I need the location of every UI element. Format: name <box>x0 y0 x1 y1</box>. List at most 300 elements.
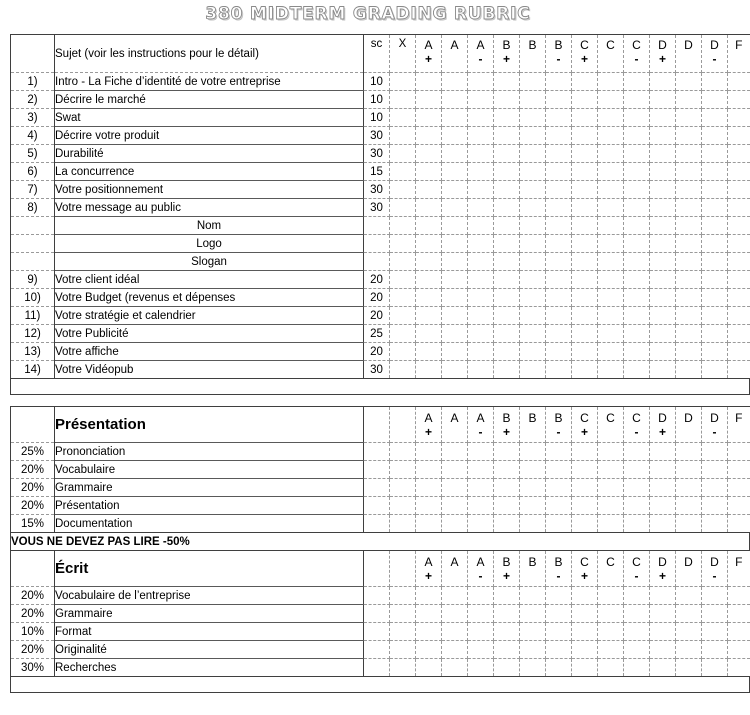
row-grade-cell[interactable] <box>728 289 750 307</box>
row-grade-cell[interactable] <box>468 641 494 659</box>
row-grade-cell[interactable] <box>572 659 598 677</box>
row-grade-cell[interactable] <box>676 659 702 677</box>
row-grade-cell[interactable] <box>416 271 442 289</box>
row-grade-cell[interactable] <box>702 199 728 217</box>
row-x-cell[interactable] <box>390 641 416 659</box>
row-grade-cell[interactable] <box>520 235 546 253</box>
row-grade-cell[interactable] <box>572 361 598 379</box>
row-x-cell[interactable] <box>390 479 416 497</box>
row-grade-cell[interactable] <box>650 199 676 217</box>
row-grade-cell[interactable] <box>728 145 750 163</box>
row-grade-cell[interactable] <box>416 515 442 533</box>
row-grade-cell[interactable] <box>572 199 598 217</box>
row-grade-cell[interactable] <box>494 271 520 289</box>
row-grade-cell[interactable] <box>702 641 728 659</box>
row-grade-cell[interactable] <box>520 163 546 181</box>
row-grade-cell[interactable] <box>728 659 750 677</box>
row-grade-cell[interactable] <box>572 109 598 127</box>
row-grade-cell[interactable] <box>676 145 702 163</box>
row-grade-cell[interactable] <box>520 127 546 145</box>
row-score[interactable] <box>364 461 390 479</box>
row-grade-cell[interactable] <box>546 361 572 379</box>
row-grade-cell[interactable] <box>650 641 676 659</box>
row-grade-cell[interactable] <box>676 235 702 253</box>
row-grade-cell[interactable] <box>572 497 598 515</box>
row-grade-cell[interactable] <box>598 307 624 325</box>
row-grade-cell[interactable] <box>468 479 494 497</box>
row-grade-cell[interactable] <box>676 289 702 307</box>
row-grade-cell[interactable] <box>728 73 750 91</box>
row-grade-cell[interactable] <box>572 289 598 307</box>
row-grade-cell[interactable] <box>650 343 676 361</box>
row-grade-cell[interactable] <box>520 253 546 271</box>
row-grade-cell[interactable] <box>520 271 546 289</box>
row-grade-cell[interactable] <box>494 109 520 127</box>
row-grade-cell[interactable] <box>546 443 572 461</box>
row-grade-cell[interactable] <box>468 497 494 515</box>
row-grade-cell[interactable] <box>598 361 624 379</box>
row-grade-cell[interactable] <box>546 163 572 181</box>
row-grade-cell[interactable] <box>494 73 520 91</box>
row-grade-cell[interactable] <box>598 127 624 145</box>
row-grade-cell[interactable] <box>494 91 520 109</box>
row-grade-cell[interactable] <box>598 181 624 199</box>
row-grade-cell[interactable] <box>624 587 650 605</box>
row-grade-cell[interactable] <box>442 289 468 307</box>
row-grade-cell[interactable] <box>650 217 676 235</box>
row-grade-cell[interactable] <box>728 515 750 533</box>
row-grade-cell[interactable] <box>624 479 650 497</box>
row-x-cell[interactable] <box>390 361 416 379</box>
row-grade-cell[interactable] <box>494 623 520 641</box>
row-grade-cell[interactable] <box>546 587 572 605</box>
row-grade-cell[interactable] <box>702 73 728 91</box>
row-grade-cell[interactable] <box>676 461 702 479</box>
row-grade-cell[interactable] <box>676 361 702 379</box>
row-grade-cell[interactable] <box>598 443 624 461</box>
row-grade-cell[interactable] <box>572 307 598 325</box>
row-grade-cell[interactable] <box>572 73 598 91</box>
row-grade-cell[interactable] <box>468 443 494 461</box>
row-grade-cell[interactable] <box>598 623 624 641</box>
row-grade-cell[interactable] <box>676 479 702 497</box>
row-grade-cell[interactable] <box>598 199 624 217</box>
row-grade-cell[interactable] <box>728 127 750 145</box>
row-grade-cell[interactable] <box>546 73 572 91</box>
row-grade-cell[interactable] <box>624 181 650 199</box>
row-grade-cell[interactable] <box>546 109 572 127</box>
row-grade-cell[interactable] <box>572 443 598 461</box>
row-grade-cell[interactable] <box>520 461 546 479</box>
row-grade-cell[interactable] <box>676 307 702 325</box>
row-grade-cell[interactable] <box>442 325 468 343</box>
row-grade-cell[interactable] <box>650 109 676 127</box>
row-grade-cell[interactable] <box>598 641 624 659</box>
row-grade-cell[interactable] <box>598 479 624 497</box>
row-x-cell[interactable] <box>390 515 416 533</box>
row-grade-cell[interactable] <box>468 181 494 199</box>
row-grade-cell[interactable] <box>546 91 572 109</box>
row-grade-cell[interactable] <box>546 343 572 361</box>
row-grade-cell[interactable] <box>468 109 494 127</box>
row-grade-cell[interactable] <box>650 623 676 641</box>
row-x-cell[interactable] <box>390 271 416 289</box>
row-grade-cell[interactable] <box>442 343 468 361</box>
row-grade-cell[interactable] <box>572 163 598 181</box>
row-grade-cell[interactable] <box>598 343 624 361</box>
row-score[interactable] <box>364 515 390 533</box>
row-x-cell[interactable] <box>390 605 416 623</box>
row-grade-cell[interactable] <box>572 641 598 659</box>
row-grade-cell[interactable] <box>598 253 624 271</box>
row-grade-cell[interactable] <box>650 443 676 461</box>
row-grade-cell[interactable] <box>468 461 494 479</box>
row-grade-cell[interactable] <box>676 109 702 127</box>
row-grade-cell[interactable] <box>494 461 520 479</box>
row-x-cell[interactable] <box>390 497 416 515</box>
row-grade-cell[interactable] <box>442 199 468 217</box>
row-grade-cell[interactable] <box>598 163 624 181</box>
row-grade-cell[interactable] <box>650 73 676 91</box>
row-grade-cell[interactable] <box>494 145 520 163</box>
row-grade-cell[interactable] <box>728 479 750 497</box>
row-grade-cell[interactable] <box>572 587 598 605</box>
row-grade-cell[interactable] <box>572 605 598 623</box>
row-grade-cell[interactable] <box>702 361 728 379</box>
row-x-cell[interactable] <box>390 181 416 199</box>
row-grade-cell[interactable] <box>624 605 650 623</box>
row-grade-cell[interactable] <box>468 73 494 91</box>
row-x-cell[interactable] <box>390 127 416 145</box>
row-grade-cell[interactable] <box>624 289 650 307</box>
row-grade-cell[interactable] <box>416 91 442 109</box>
row-grade-cell[interactable] <box>650 361 676 379</box>
row-grade-cell[interactable] <box>416 145 442 163</box>
row-grade-cell[interactable] <box>598 145 624 163</box>
row-grade-cell[interactable] <box>624 497 650 515</box>
row-grade-cell[interactable] <box>728 343 750 361</box>
row-score[interactable] <box>364 587 390 605</box>
row-grade-cell[interactable] <box>676 587 702 605</box>
row-grade-cell[interactable] <box>494 289 520 307</box>
row-grade-cell[interactable] <box>702 109 728 127</box>
row-grade-cell[interactable] <box>494 361 520 379</box>
row-grade-cell[interactable] <box>520 587 546 605</box>
row-grade-cell[interactable] <box>650 659 676 677</box>
row-x-cell[interactable] <box>390 235 416 253</box>
row-grade-cell[interactable] <box>650 289 676 307</box>
row-grade-cell[interactable] <box>702 289 728 307</box>
row-grade-cell[interactable] <box>520 325 546 343</box>
row-grade-cell[interactable] <box>416 605 442 623</box>
row-grade-cell[interactable] <box>520 515 546 533</box>
row-score[interactable] <box>364 479 390 497</box>
row-grade-cell[interactable] <box>416 623 442 641</box>
row-grade-cell[interactable] <box>728 623 750 641</box>
row-grade-cell[interactable] <box>702 325 728 343</box>
row-grade-cell[interactable] <box>702 623 728 641</box>
row-grade-cell[interactable] <box>624 163 650 181</box>
row-grade-cell[interactable] <box>676 271 702 289</box>
row-grade-cell[interactable] <box>494 659 520 677</box>
row-grade-cell[interactable] <box>416 235 442 253</box>
row-grade-cell[interactable] <box>702 343 728 361</box>
row-grade-cell[interactable] <box>442 641 468 659</box>
row-grade-cell[interactable] <box>494 217 520 235</box>
row-grade-cell[interactable] <box>572 343 598 361</box>
row-grade-cell[interactable] <box>624 641 650 659</box>
row-score[interactable] <box>364 605 390 623</box>
row-grade-cell[interactable] <box>546 217 572 235</box>
row-grade-cell[interactable] <box>728 181 750 199</box>
row-grade-cell[interactable] <box>572 623 598 641</box>
row-grade-cell[interactable] <box>468 587 494 605</box>
row-grade-cell[interactable] <box>416 443 442 461</box>
row-grade-cell[interactable] <box>442 91 468 109</box>
row-grade-cell[interactable] <box>468 163 494 181</box>
row-grade-cell[interactable] <box>702 307 728 325</box>
row-grade-cell[interactable] <box>728 109 750 127</box>
row-grade-cell[interactable] <box>702 145 728 163</box>
row-grade-cell[interactable] <box>572 217 598 235</box>
row-grade-cell[interactable] <box>520 641 546 659</box>
row-grade-cell[interactable] <box>494 587 520 605</box>
row-grade-cell[interactable] <box>520 659 546 677</box>
row-grade-cell[interactable] <box>416 181 442 199</box>
row-x-cell[interactable] <box>390 145 416 163</box>
row-x-cell[interactable] <box>390 217 416 235</box>
row-grade-cell[interactable] <box>520 217 546 235</box>
row-grade-cell[interactable] <box>572 479 598 497</box>
row-grade-cell[interactable] <box>546 641 572 659</box>
row-grade-cell[interactable] <box>676 163 702 181</box>
row-grade-cell[interactable] <box>728 587 750 605</box>
row-grade-cell[interactable] <box>546 479 572 497</box>
row-grade-cell[interactable] <box>728 307 750 325</box>
row-grade-cell[interactable] <box>624 73 650 91</box>
row-grade-cell[interactable] <box>546 659 572 677</box>
row-grade-cell[interactable] <box>624 515 650 533</box>
row-grade-cell[interactable] <box>624 461 650 479</box>
row-grade-cell[interactable] <box>546 461 572 479</box>
row-grade-cell[interactable] <box>598 497 624 515</box>
row-grade-cell[interactable] <box>676 343 702 361</box>
row-grade-cell[interactable] <box>442 271 468 289</box>
row-score[interactable] <box>364 641 390 659</box>
row-grade-cell[interactable] <box>676 605 702 623</box>
row-grade-cell[interactable] <box>416 289 442 307</box>
row-grade-cell[interactable] <box>442 659 468 677</box>
row-x-cell[interactable] <box>390 289 416 307</box>
row-grade-cell[interactable] <box>416 461 442 479</box>
row-grade-cell[interactable] <box>650 163 676 181</box>
row-grade-cell[interactable] <box>520 497 546 515</box>
row-grade-cell[interactable] <box>702 181 728 199</box>
row-x-cell[interactable] <box>390 307 416 325</box>
row-grade-cell[interactable] <box>702 443 728 461</box>
row-grade-cell[interactable] <box>416 325 442 343</box>
row-grade-cell[interactable] <box>572 271 598 289</box>
row-grade-cell[interactable] <box>416 163 442 181</box>
row-x-cell[interactable] <box>390 163 416 181</box>
row-x-cell[interactable] <box>390 443 416 461</box>
row-grade-cell[interactable] <box>624 343 650 361</box>
row-grade-cell[interactable] <box>494 127 520 145</box>
row-grade-cell[interactable] <box>442 497 468 515</box>
row-grade-cell[interactable] <box>702 461 728 479</box>
row-grade-cell[interactable] <box>598 271 624 289</box>
row-grade-cell[interactable] <box>598 109 624 127</box>
row-grade-cell[interactable] <box>442 217 468 235</box>
row-grade-cell[interactable] <box>676 181 702 199</box>
row-grade-cell[interactable] <box>572 145 598 163</box>
row-grade-cell[interactable] <box>702 497 728 515</box>
row-grade-cell[interactable] <box>676 217 702 235</box>
row-x-cell[interactable] <box>390 587 416 605</box>
row-grade-cell[interactable] <box>520 109 546 127</box>
row-grade-cell[interactable] <box>598 325 624 343</box>
row-grade-cell[interactable] <box>416 73 442 91</box>
row-grade-cell[interactable] <box>520 343 546 361</box>
row-grade-cell[interactable] <box>572 253 598 271</box>
row-grade-cell[interactable] <box>520 605 546 623</box>
row-x-cell[interactable] <box>390 199 416 217</box>
row-grade-cell[interactable] <box>468 343 494 361</box>
row-grade-cell[interactable] <box>702 271 728 289</box>
row-grade-cell[interactable] <box>728 199 750 217</box>
row-grade-cell[interactable] <box>546 127 572 145</box>
row-grade-cell[interactable] <box>598 515 624 533</box>
row-grade-cell[interactable] <box>624 253 650 271</box>
row-grade-cell[interactable] <box>468 217 494 235</box>
row-grade-cell[interactable] <box>442 145 468 163</box>
row-grade-cell[interactable] <box>728 271 750 289</box>
row-grade-cell[interactable] <box>676 623 702 641</box>
row-x-cell[interactable] <box>390 461 416 479</box>
row-grade-cell[interactable] <box>416 497 442 515</box>
row-grade-cell[interactable] <box>598 587 624 605</box>
row-grade-cell[interactable] <box>468 253 494 271</box>
row-grade-cell[interactable] <box>624 91 650 109</box>
row-grade-cell[interactable] <box>520 181 546 199</box>
row-grade-cell[interactable] <box>650 587 676 605</box>
row-grade-cell[interactable] <box>546 271 572 289</box>
row-grade-cell[interactable] <box>494 443 520 461</box>
row-grade-cell[interactable] <box>702 605 728 623</box>
row-grade-cell[interactable] <box>650 605 676 623</box>
row-grade-cell[interactable] <box>468 623 494 641</box>
row-grade-cell[interactable] <box>598 235 624 253</box>
row-grade-cell[interactable] <box>650 325 676 343</box>
row-grade-cell[interactable] <box>676 253 702 271</box>
row-grade-cell[interactable] <box>598 91 624 109</box>
row-grade-cell[interactable] <box>676 73 702 91</box>
row-grade-cell[interactable] <box>546 605 572 623</box>
row-grade-cell[interactable] <box>650 497 676 515</box>
row-grade-cell[interactable] <box>572 91 598 109</box>
row-grade-cell[interactable] <box>572 325 598 343</box>
row-grade-cell[interactable] <box>728 163 750 181</box>
row-grade-cell[interactable] <box>624 307 650 325</box>
row-score[interactable] <box>364 443 390 461</box>
row-grade-cell[interactable] <box>442 361 468 379</box>
row-grade-cell[interactable] <box>416 253 442 271</box>
row-grade-cell[interactable] <box>676 443 702 461</box>
row-grade-cell[interactable] <box>676 497 702 515</box>
row-grade-cell[interactable] <box>728 91 750 109</box>
row-grade-cell[interactable] <box>598 289 624 307</box>
row-grade-cell[interactable] <box>442 307 468 325</box>
row-grade-cell[interactable] <box>728 217 750 235</box>
row-grade-cell[interactable] <box>650 461 676 479</box>
row-grade-cell[interactable] <box>702 659 728 677</box>
row-grade-cell[interactable] <box>520 73 546 91</box>
row-grade-cell[interactable] <box>468 361 494 379</box>
row-grade-cell[interactable] <box>416 127 442 145</box>
row-x-cell[interactable] <box>390 109 416 127</box>
row-grade-cell[interactable] <box>520 145 546 163</box>
row-grade-cell[interactable] <box>494 307 520 325</box>
row-grade-cell[interactable] <box>676 515 702 533</box>
row-grade-cell[interactable] <box>494 253 520 271</box>
row-grade-cell[interactable] <box>624 623 650 641</box>
row-grade-cell[interactable] <box>728 605 750 623</box>
row-grade-cell[interactable] <box>546 515 572 533</box>
row-score[interactable] <box>364 497 390 515</box>
row-grade-cell[interactable] <box>416 587 442 605</box>
row-grade-cell[interactable] <box>650 271 676 289</box>
row-grade-cell[interactable] <box>598 217 624 235</box>
row-x-cell[interactable] <box>390 91 416 109</box>
row-grade-cell[interactable] <box>598 605 624 623</box>
row-grade-cell[interactable] <box>520 307 546 325</box>
row-grade-cell[interactable] <box>442 163 468 181</box>
row-grade-cell[interactable] <box>598 461 624 479</box>
row-grade-cell[interactable] <box>624 145 650 163</box>
row-grade-cell[interactable] <box>702 163 728 181</box>
row-grade-cell[interactable] <box>416 199 442 217</box>
row-grade-cell[interactable] <box>520 91 546 109</box>
row-grade-cell[interactable] <box>494 605 520 623</box>
row-grade-cell[interactable] <box>624 235 650 253</box>
row-grade-cell[interactable] <box>416 343 442 361</box>
row-grade-cell[interactable] <box>468 235 494 253</box>
row-grade-cell[interactable] <box>676 91 702 109</box>
row-grade-cell[interactable] <box>624 659 650 677</box>
row-grade-cell[interactable] <box>468 145 494 163</box>
row-grade-cell[interactable] <box>624 443 650 461</box>
row-grade-cell[interactable] <box>494 199 520 217</box>
row-grade-cell[interactable] <box>702 253 728 271</box>
row-grade-cell[interactable] <box>468 289 494 307</box>
row-grade-cell[interactable] <box>520 199 546 217</box>
row-grade-cell[interactable] <box>442 515 468 533</box>
row-grade-cell[interactable] <box>494 163 520 181</box>
row-grade-cell[interactable] <box>442 109 468 127</box>
row-grade-cell[interactable] <box>494 479 520 497</box>
row-grade-cell[interactable] <box>468 271 494 289</box>
row-grade-cell[interactable] <box>546 181 572 199</box>
row-grade-cell[interactable] <box>442 623 468 641</box>
row-grade-cell[interactable] <box>728 361 750 379</box>
row-grade-cell[interactable] <box>442 127 468 145</box>
row-grade-cell[interactable] <box>650 127 676 145</box>
row-grade-cell[interactable] <box>702 235 728 253</box>
row-grade-cell[interactable] <box>442 587 468 605</box>
row-grade-cell[interactable] <box>416 109 442 127</box>
row-grade-cell[interactable] <box>702 479 728 497</box>
row-grade-cell[interactable] <box>728 325 750 343</box>
